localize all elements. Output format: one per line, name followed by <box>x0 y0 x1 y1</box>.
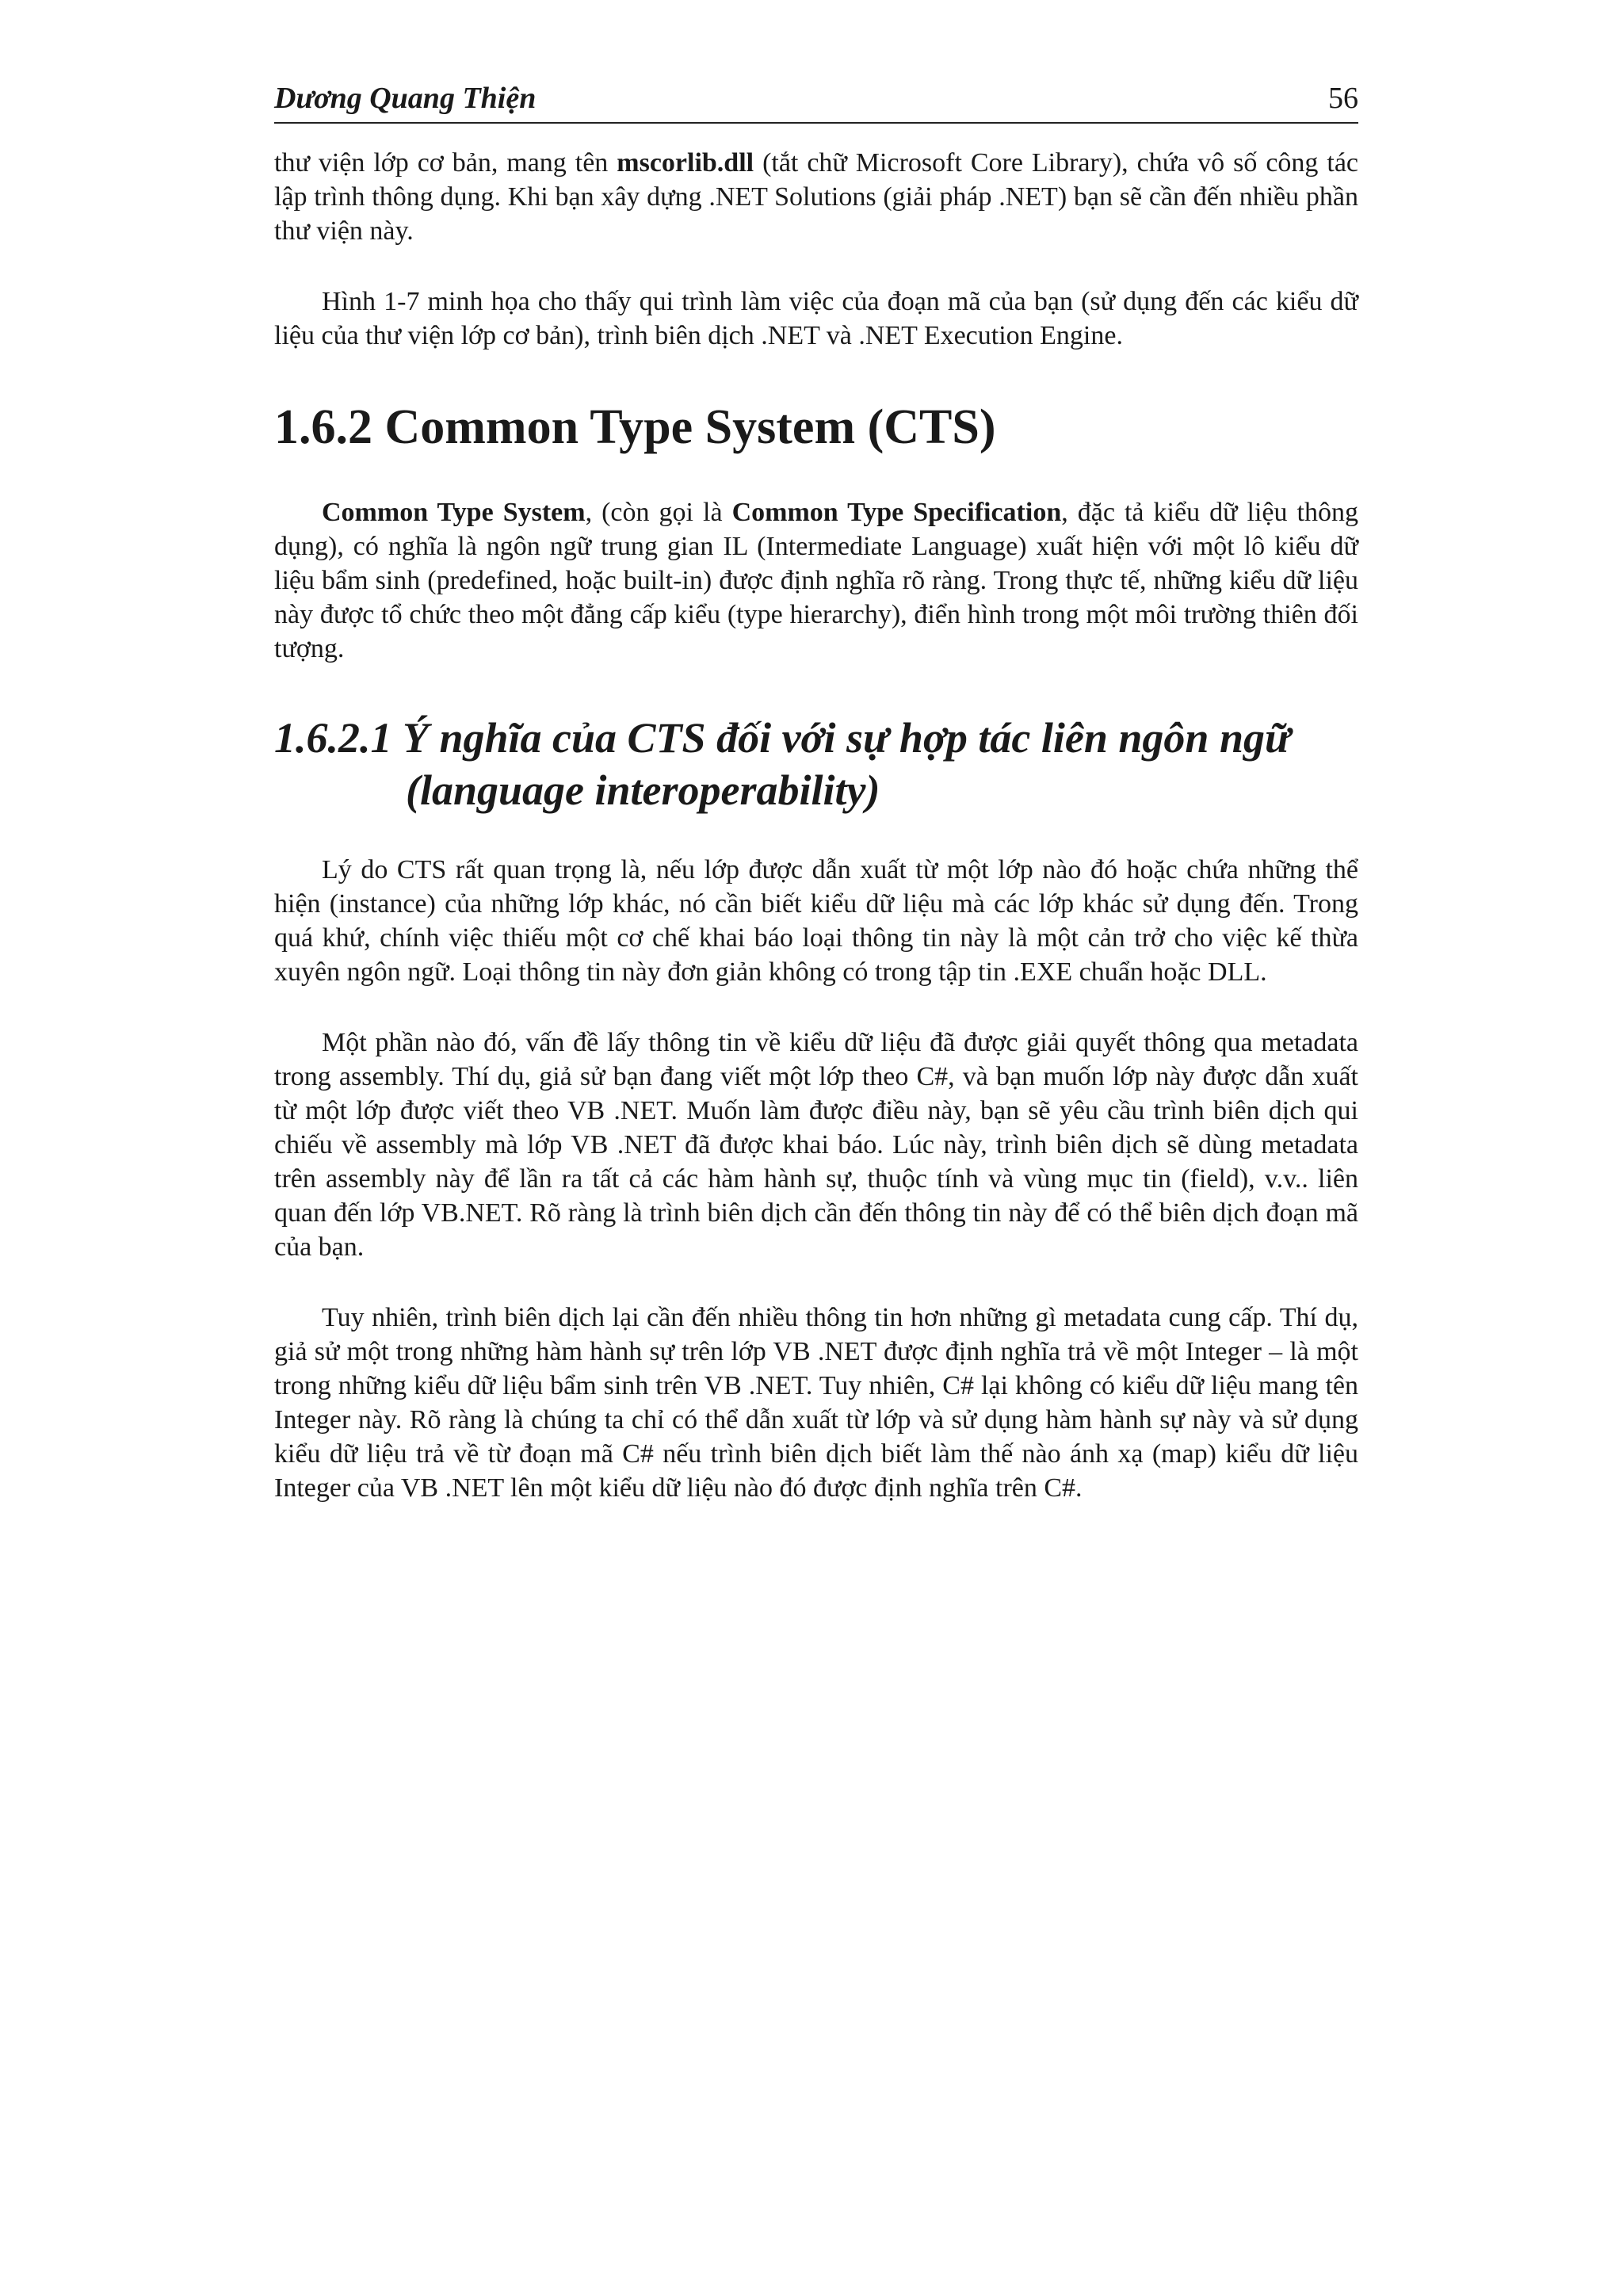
bold-term-common-type-system: Common Type System <box>322 498 586 527</box>
paragraph-integer-mapping: Tuy nhiên, trình biên dịch lại cần đến nhiều thông tin hơn những gì metadata cung cấp. Thí dụ, giả sử một trong những hàm hành sự trên lớp VB .NET được định nghĩa trả về một Integer – là một trong những kiểu dữ liệu bẩm sinh trên VB .NET. Tuy nhiên, C# lại không có kiểu dữ liệu mang tên Integer này. Rõ ràng là chúng ta chỉ có thể dẫn xuất từ lớp và sử dụng hàm hành sự này và sử dụng kiểu dữ liệu trả về từ đoạn mã C# nếu trình biên dịch biết làm thế nào ánh xạ (map) kiểu dữ liệu Integer của VB .NET lên một kiểu dữ liệu nào đó được định nghĩa trên C#. <box>274 1303 1358 1503</box>
paragraph-text: thư viện lớp cơ bản, mang tên <box>274 148 617 178</box>
paragraph-cts-importance: Lý do CTS rất quan trọng là, nếu lớp được dẫn xuất từ một lớp nào đó hoặc chứa những thể hiện (instance) của những lớp khác, nó cần biết kiểu dữ liệu mà các lớp khác sử dụng đến. Trong quá khứ, chính việc thiếu một cơ chế khai báo loại thông tin này là một cản trở cho việc kế thừa xuyên ngôn ngữ. Loại thông tin này đơn giản không có trong tập tin .EXE chuẩn hoặc DLL. <box>274 855 1358 987</box>
bold-term-common-type-specification: Common Type Specification <box>731 498 1062 527</box>
section-heading-cts: 1.6.2 Common Type System (CTS) <box>274 400 996 454</box>
subsection-heading-line2: (language interoperability) <box>406 766 880 814</box>
paragraph-figure-reference: Hình 1-7 minh họa cho thấy qui trình làm việc của đoạn mã của bạn (sử dụng đến các kiểu dữ liệu của thư viện lớp cơ bản), trình biên dịch .NET và .NET Execution Engine. <box>274 287 1358 350</box>
paragraph-text: , đặc tả kiểu dữ liệu thông dụng), có nghĩa là ngôn ngữ trung gian IL (Intermediate Language) xuất hiện với một lô kiểu dữ liệu bẩm sinh (predefined, hoặc built-in) được định nghĩa rõ ràng. Trong thực tế, những kiểu dữ liệu này được tổ chức theo một đẳng cấp kiểu (type hierarchy), điển hình trong một môi trường thiên đối tượng. <box>274 498 1358 663</box>
subsection-heading-interoperability <box>274 712 1358 816</box>
paragraph-metadata-assembly: Một phần nào đó, vấn đề lấy thông tin về kiểu dữ liệu đã được giải quyết thông qua metadata trong assembly. Thí dụ, giả sử bạn đang viết một lớp theo C#, và bạn muốn lớp này được dẫn xuất từ một lớp được viết theo VB .NET. Muốn làm được điều này, bạn sẽ yêu cầu trình biên dịch qui chiếu về assembly mà lớp VB .NET đã được khai báo. Lúc này, trình biên dịch sẽ dùng metadata trên assembly này để lần ra tất cả các hàm hành sự, thuộc tính và vùng mục tin (field), v.v.. liên quan đến lớp VB.NET. Rõ ràng là trình biên dịch cần đến thông tin này để có thể biên dịch đoạn mã của bạn. <box>274 1028 1358 1262</box>
paragraph-cts-definition <box>274 495 1358 666</box>
paragraph-mscorlib <box>274 146 1358 248</box>
paragraph-text: (tắt chữ Microsoft Core Library), chứa vô số công tác lập trình thông dụng. Khi bạn xây dựng .NET Solutions (giải pháp .NET) bạn sẽ cần đến nhiều phần thư viện này. <box>274 148 1358 246</box>
paragraph-text: , (còn gọi là <box>585 498 732 527</box>
header-author: Dương Quang Thiện <box>274 82 537 115</box>
document-page <box>274 73 1358 1505</box>
bold-term-mscorlib: mscorlib.dll <box>617 148 754 178</box>
subsection-heading-line1: 1.6.2.1 Ý nghĩa của CTS đối với sự hợp tác liên ngôn ngữ <box>274 714 1291 762</box>
page-number: 56 <box>1328 82 1358 115</box>
running-header <box>274 73 1358 124</box>
